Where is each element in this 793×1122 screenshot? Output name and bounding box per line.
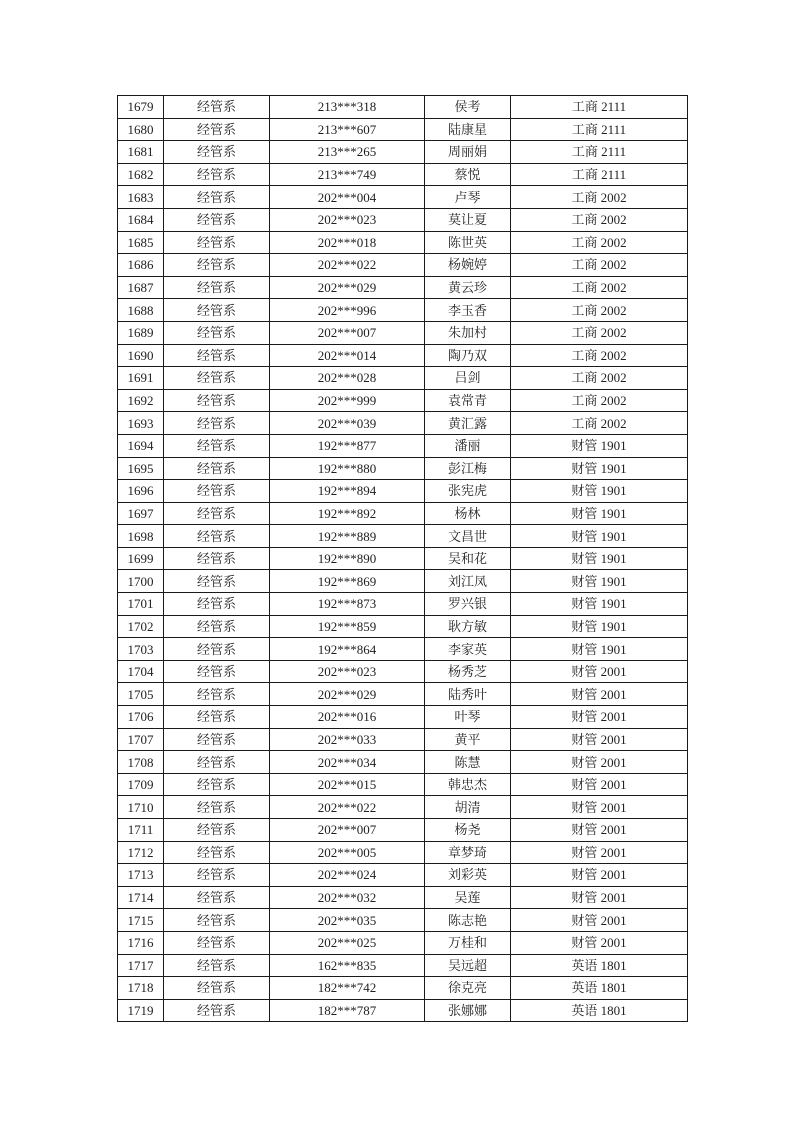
class-cell: 财管 2001 [511,751,688,774]
row-number-cell: 1679 [118,96,164,119]
table-row [118,864,688,887]
student-id-cell: 182***787 [270,999,425,1022]
student-name-cell: 刘彩英 [425,864,511,887]
row-number-cell: 1712 [118,841,164,864]
row-number-cell: 1699 [118,547,164,570]
table-row [118,615,688,638]
table-row [118,434,688,457]
class-cell: 财管 1901 [511,570,688,593]
row-number-cell: 1697 [118,502,164,525]
row-number-cell: 1706 [118,706,164,729]
table-row [118,706,688,729]
department-cell: 经管系 [164,683,270,706]
row-number-cell: 1700 [118,570,164,593]
student-id-cell: 202***015 [270,773,425,796]
student-name-cell: 胡清 [425,796,511,819]
student-name-cell: 叶琴 [425,706,511,729]
student-name-cell: 吴莲 [425,886,511,909]
class-cell: 财管 1901 [511,434,688,457]
row-number-cell: 1690 [118,344,164,367]
class-cell: 工商 2002 [511,412,688,435]
student-id-cell: 182***742 [270,977,425,1000]
table-row [118,570,688,593]
student-name-cell: 黄汇露 [425,412,511,435]
student-id-cell: 202***029 [270,683,425,706]
student-id-cell: 192***864 [270,638,425,661]
student-id-cell: 202***004 [270,186,425,209]
department-cell: 经管系 [164,773,270,796]
student-name-cell: 李家英 [425,638,511,661]
class-cell: 财管 1901 [511,638,688,661]
class-cell: 英语 1801 [511,954,688,977]
row-number-cell: 1686 [118,254,164,277]
student-name-cell: 周丽娟 [425,141,511,164]
department-cell: 经管系 [164,367,270,390]
row-number-cell: 1694 [118,434,164,457]
student-name-cell: 陆秀叶 [425,683,511,706]
student-name-cell: 袁常青 [425,389,511,412]
row-number-cell: 1698 [118,525,164,548]
table-row [118,819,688,842]
student-id-cell: 202***007 [270,819,425,842]
table-row [118,638,688,661]
row-number-cell: 1717 [118,954,164,977]
department-cell: 经管系 [164,389,270,412]
department-cell: 经管系 [164,96,270,119]
student-id-cell: 202***034 [270,751,425,774]
table-row [118,954,688,977]
department-cell: 经管系 [164,954,270,977]
student-id-cell: 202***014 [270,344,425,367]
row-number-cell: 1716 [118,931,164,954]
class-cell: 财管 2001 [511,841,688,864]
student-name-cell: 罗兴银 [425,593,511,616]
department-cell: 经管系 [164,999,270,1022]
department-cell: 经管系 [164,796,270,819]
table-row [118,186,688,209]
student-id-cell: 202***033 [270,728,425,751]
class-cell: 财管 2001 [511,796,688,819]
table-row [118,773,688,796]
department-cell: 经管系 [164,254,270,277]
row-number-cell: 1704 [118,660,164,683]
student-id-cell: 202***999 [270,389,425,412]
student-id-cell: 213***318 [270,96,425,119]
department-cell: 经管系 [164,141,270,164]
department-cell: 经管系 [164,231,270,254]
student-name-cell: 陈世英 [425,231,511,254]
class-cell: 财管 2001 [511,931,688,954]
student-id-cell: 192***889 [270,525,425,548]
student-name-cell: 耿方敏 [425,615,511,638]
student-name-cell: 张娜娜 [425,999,511,1022]
student-id-cell: 202***016 [270,706,425,729]
student-name-cell: 侯考 [425,96,511,119]
student-name-cell: 杨秀芝 [425,660,511,683]
table-row [118,931,688,954]
student-name-cell: 蔡悦 [425,163,511,186]
student-id-cell: 202***018 [270,231,425,254]
student-name-cell: 万桂和 [425,931,511,954]
table-row [118,254,688,277]
class-cell: 工商 2002 [511,254,688,277]
class-cell: 财管 1901 [511,615,688,638]
class-cell: 工商 2111 [511,163,688,186]
row-number-cell: 1701 [118,593,164,616]
row-number-cell: 1683 [118,186,164,209]
row-number-cell: 1710 [118,796,164,819]
student-name-cell: 朱加村 [425,321,511,344]
student-name-cell: 吴和花 [425,547,511,570]
class-cell: 财管 2001 [511,773,688,796]
class-cell: 英语 1801 [511,977,688,1000]
table-row [118,389,688,412]
student-id-cell: 202***024 [270,864,425,887]
department-cell: 经管系 [164,525,270,548]
class-cell: 财管 1901 [511,457,688,480]
class-cell: 工商 2002 [511,321,688,344]
class-cell: 财管 1901 [511,480,688,503]
table-row [118,886,688,909]
table-row [118,977,688,1000]
row-number-cell: 1703 [118,638,164,661]
department-cell: 经管系 [164,186,270,209]
table-row [118,412,688,435]
student-id-cell: 192***880 [270,457,425,480]
department-cell: 经管系 [164,931,270,954]
student-id-cell: 202***028 [270,367,425,390]
department-cell: 经管系 [164,434,270,457]
class-cell: 工商 2002 [511,208,688,231]
department-cell: 经管系 [164,751,270,774]
row-number-cell: 1719 [118,999,164,1022]
department-cell: 经管系 [164,615,270,638]
table-row [118,118,688,141]
department-cell: 经管系 [164,502,270,525]
class-cell: 财管 2001 [511,683,688,706]
row-number-cell: 1688 [118,299,164,322]
row-number-cell: 1702 [118,615,164,638]
table-row [118,276,688,299]
student-name-cell: 彭江梅 [425,457,511,480]
student-id-cell: 202***022 [270,796,425,819]
student-id-cell: 202***996 [270,299,425,322]
row-number-cell: 1692 [118,389,164,412]
class-cell: 财管 2001 [511,819,688,842]
student-name-cell: 卢琴 [425,186,511,209]
class-cell: 工商 2002 [511,231,688,254]
row-number-cell: 1709 [118,773,164,796]
row-number-cell: 1695 [118,457,164,480]
student-name-cell: 吕剑 [425,367,511,390]
class-cell: 工商 2002 [511,344,688,367]
department-cell: 经管系 [164,909,270,932]
department-cell: 经管系 [164,638,270,661]
student-id-cell: 192***892 [270,502,425,525]
student-name-cell: 陆康星 [425,118,511,141]
student-id-cell: 202***023 [270,660,425,683]
table-row [118,593,688,616]
student-id-cell: 202***005 [270,841,425,864]
row-number-cell: 1711 [118,819,164,842]
row-number-cell: 1691 [118,367,164,390]
student-id-cell: 192***869 [270,570,425,593]
table-row [118,163,688,186]
student-id-cell: 213***749 [270,163,425,186]
student-roster-table [117,95,688,1022]
class-cell: 财管 2001 [511,706,688,729]
class-cell: 财管 2001 [511,728,688,751]
class-cell: 工商 2002 [511,367,688,390]
row-number-cell: 1715 [118,909,164,932]
department-cell: 经管系 [164,819,270,842]
row-number-cell: 1684 [118,208,164,231]
department-cell: 经管系 [164,706,270,729]
student-name-cell: 杨尧 [425,819,511,842]
row-number-cell: 1707 [118,728,164,751]
student-id-cell: 202***022 [270,254,425,277]
department-cell: 经管系 [164,977,270,1000]
class-cell: 财管 1901 [511,525,688,548]
class-cell: 工商 2002 [511,186,688,209]
department-cell: 经管系 [164,570,270,593]
table-row [118,141,688,164]
row-number-cell: 1685 [118,231,164,254]
class-cell: 工商 2002 [511,299,688,322]
student-name-cell: 李玉香 [425,299,511,322]
class-cell: 财管 2001 [511,864,688,887]
student-id-cell: 202***029 [270,276,425,299]
table-row [118,683,688,706]
table-row [118,457,688,480]
department-cell: 经管系 [164,163,270,186]
department-cell: 经管系 [164,208,270,231]
student-name-cell: 陈慧 [425,751,511,774]
student-name-cell: 莫让夏 [425,208,511,231]
student-id-cell: 202***035 [270,909,425,932]
student-name-cell: 文昌世 [425,525,511,548]
student-id-cell: 213***265 [270,141,425,164]
table-row [118,660,688,683]
student-id-cell: 202***023 [270,208,425,231]
student-name-cell: 吴远超 [425,954,511,977]
class-cell: 工商 2111 [511,118,688,141]
student-name-cell: 黄云珍 [425,276,511,299]
student-id-cell: 192***894 [270,480,425,503]
department-cell: 经管系 [164,841,270,864]
table-row [118,367,688,390]
row-number-cell: 1687 [118,276,164,299]
class-cell: 财管 2001 [511,660,688,683]
table-row [118,96,688,119]
student-id-cell: 192***877 [270,434,425,457]
class-cell: 工商 2002 [511,276,688,299]
class-cell: 财管 2001 [511,909,688,932]
row-number-cell: 1680 [118,118,164,141]
class-cell: 工商 2111 [511,141,688,164]
student-name-cell: 刘江凤 [425,570,511,593]
student-id-cell: 162***835 [270,954,425,977]
student-id-cell: 213***607 [270,118,425,141]
class-cell: 财管 2001 [511,886,688,909]
row-number-cell: 1713 [118,864,164,887]
class-cell: 财管 1901 [511,593,688,616]
class-cell: 财管 1901 [511,502,688,525]
table-row [118,502,688,525]
department-cell: 经管系 [164,864,270,887]
department-cell: 经管系 [164,886,270,909]
student-name-cell: 杨婉婷 [425,254,511,277]
class-cell: 工商 2111 [511,96,688,119]
student-id-cell: 202***039 [270,412,425,435]
table-row [118,231,688,254]
student-name-cell: 陈志艳 [425,909,511,932]
department-cell: 经管系 [164,728,270,751]
table-row [118,999,688,1022]
roster-table-body [118,96,688,1022]
row-number-cell: 1708 [118,751,164,774]
department-cell: 经管系 [164,321,270,344]
department-cell: 经管系 [164,457,270,480]
class-cell: 财管 1901 [511,547,688,570]
row-number-cell: 1696 [118,480,164,503]
student-id-cell: 192***873 [270,593,425,616]
student-id-cell: 192***890 [270,547,425,570]
department-cell: 经管系 [164,547,270,570]
row-number-cell: 1714 [118,886,164,909]
row-number-cell: 1718 [118,977,164,1000]
table-row [118,299,688,322]
table-row [118,321,688,344]
student-name-cell: 杨林 [425,502,511,525]
student-name-cell: 黄平 [425,728,511,751]
row-number-cell: 1705 [118,683,164,706]
student-name-cell: 陶乃双 [425,344,511,367]
student-id-cell: 202***007 [270,321,425,344]
student-name-cell: 潘丽 [425,434,511,457]
table-row [118,208,688,231]
student-id-cell: 202***032 [270,886,425,909]
department-cell: 经管系 [164,593,270,616]
table-row [118,841,688,864]
table-row [118,751,688,774]
student-name-cell: 章梦琦 [425,841,511,864]
row-number-cell: 1682 [118,163,164,186]
table-row [118,547,688,570]
row-number-cell: 1681 [118,141,164,164]
row-number-cell: 1689 [118,321,164,344]
student-name-cell: 徐克亮 [425,977,511,1000]
department-cell: 经管系 [164,276,270,299]
student-name-cell: 张宪虎 [425,480,511,503]
student-name-cell: 韩忠杰 [425,773,511,796]
table-row [118,480,688,503]
table-row [118,344,688,367]
department-cell: 经管系 [164,299,270,322]
department-cell: 经管系 [164,118,270,141]
department-cell: 经管系 [164,412,270,435]
department-cell: 经管系 [164,660,270,683]
class-cell: 英语 1801 [511,999,688,1022]
row-number-cell: 1693 [118,412,164,435]
table-row [118,796,688,819]
table-row [118,728,688,751]
student-id-cell: 202***025 [270,931,425,954]
student-id-cell: 192***859 [270,615,425,638]
department-cell: 经管系 [164,480,270,503]
department-cell: 经管系 [164,344,270,367]
table-row [118,525,688,548]
class-cell: 工商 2002 [511,389,688,412]
table-row [118,909,688,932]
